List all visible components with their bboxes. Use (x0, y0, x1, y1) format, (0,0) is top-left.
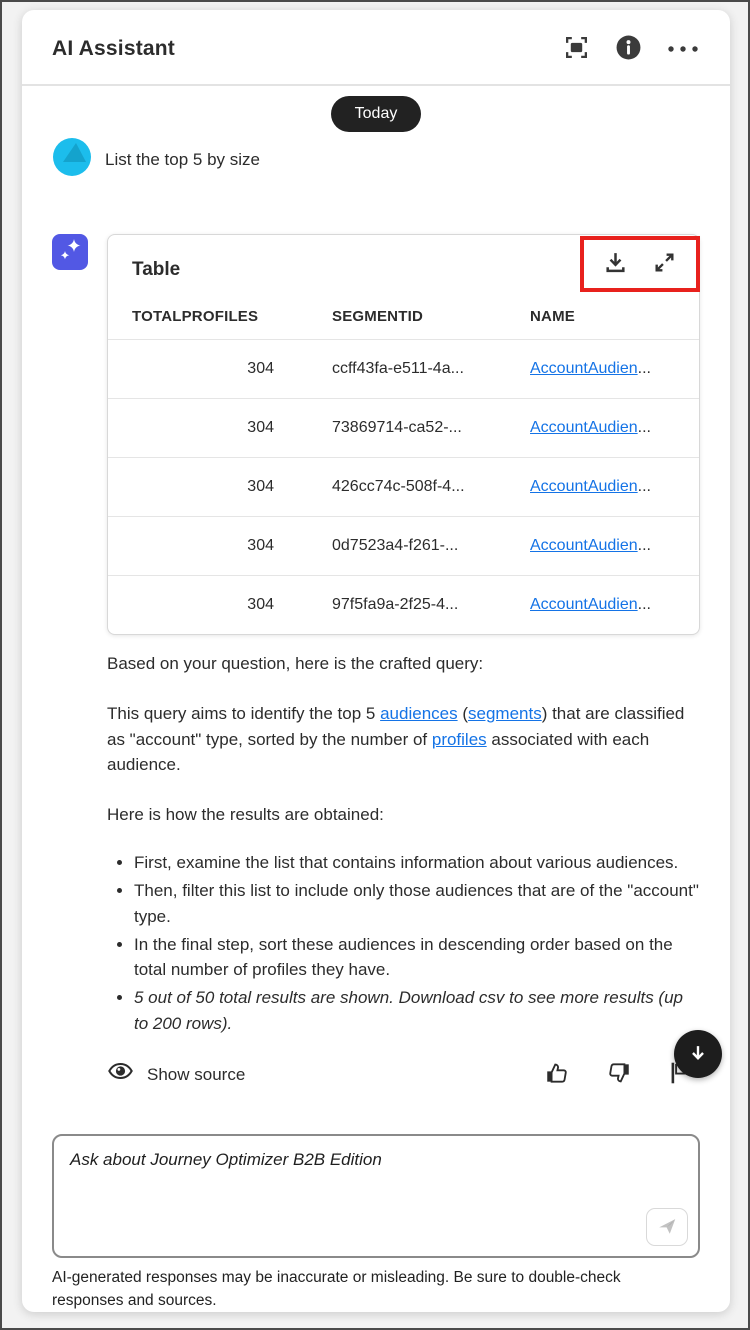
results-heading: Here is how the results are obtained: (107, 805, 384, 825)
download-csv-button[interactable] (603, 250, 628, 278)
cell-totalprofiles: 304 (247, 478, 274, 495)
annotation-highlight-box (580, 236, 700, 292)
send-button[interactable] (646, 1208, 688, 1246)
cell-segmentid: ccff43fa-e511-4a... (332, 360, 464, 377)
show-source-label: Show source (147, 1064, 246, 1084)
cell-name (530, 596, 675, 614)
cell-segmentid: 0d7523a4-f261-... (332, 537, 459, 554)
arrow-down-icon (687, 1042, 709, 1067)
cell-segmentid: 426cc74c-508f-4... (332, 478, 465, 495)
user-avatar (52, 137, 92, 182)
truncation-ellipsis: ... (637, 478, 651, 495)
list-item: • In the final step, sort these audiences in descending order based on the total number of profiles they have. (134, 932, 700, 984)
ai-disclaimer: AI-generated responses may be inaccurate or misleading. Be sure to double-check responses and sources. (52, 1269, 621, 1309)
query-description (107, 701, 700, 778)
fullscreen-button[interactable] (562, 34, 591, 64)
expand-icon (652, 250, 677, 278)
cell-totalprofiles: 304 (247, 360, 274, 377)
query-text: This query aims to identify the top 5 (107, 703, 381, 723)
paper-plane-icon (656, 1215, 678, 1240)
audience-link[interactable]: AccountAudien (530, 360, 638, 377)
response-footer (107, 1059, 700, 1091)
eye-icon (107, 1059, 134, 1091)
truncation-ellipsis: ... (637, 360, 651, 377)
audience-link[interactable]: AccountAudien (530, 537, 638, 554)
fullscreen-icon (562, 34, 591, 64)
thumbs-down-button[interactable] (606, 1060, 632, 1089)
cell-name (530, 360, 675, 378)
audience-link[interactable]: AccountAudien (530, 596, 638, 613)
info-button[interactable] (615, 34, 642, 64)
query-text: associated with each audience. (107, 729, 650, 775)
header-actions (562, 34, 700, 64)
thumbs-up-button[interactable] (544, 1060, 570, 1089)
show-source-button[interactable] (107, 1059, 245, 1091)
table-card-title: Table (132, 259, 181, 280)
column-header-segmentid: SEGMENTID (332, 307, 423, 325)
chat-area (22, 86, 730, 1122)
steps-list (134, 850, 700, 1037)
panel-header (22, 10, 730, 86)
list-item: • First, examine the list that contains information about various audiences. (134, 850, 700, 876)
table-card (107, 234, 700, 635)
audience-link[interactable]: AccountAudien (530, 478, 638, 495)
page-title: AI Assistant (52, 37, 175, 60)
audience-link[interactable]: AccountAudien (530, 419, 638, 436)
sparkles-icon (56, 236, 84, 269)
user-message-text: List the top 5 by size (105, 149, 260, 169)
assistant-response-text (107, 651, 700, 1091)
date-badge: Today (331, 96, 422, 132)
composer (52, 1134, 700, 1258)
segments-link[interactable]: segments (468, 703, 542, 723)
table-row (108, 575, 699, 634)
profiles-link[interactable]: profiles (431, 729, 487, 749)
table-row (108, 339, 699, 398)
assistant-avatar (52, 234, 88, 270)
thumbs-down-icon (606, 1060, 632, 1089)
query-text: ( (457, 703, 468, 723)
info-icon (615, 34, 642, 64)
table-header-row (108, 293, 699, 339)
scroll-to-bottom-button[interactable] (674, 1030, 722, 1078)
ellipsis-icon (666, 42, 700, 57)
more-options-button[interactable] (666, 42, 700, 57)
assistant-message-row (52, 234, 700, 635)
column-header-name: NAME (530, 307, 575, 325)
ai-assistant-panel (22, 10, 730, 1312)
column-header-totalprofiles: TOTALPROFILES (132, 307, 259, 325)
cell-segmentid: 97f5fa9a-2f25-4... (332, 596, 459, 613)
cell-name (530, 478, 675, 496)
query-text: ) that are classified as "account" type, sorted by the number of (107, 703, 685, 749)
truncation-ellipsis: ... (637, 537, 651, 554)
table-row (108, 398, 699, 457)
list-item-results-note: • 5 out of 50 total results are shown. Download csv to see more results (up to 200 rows). (134, 985, 700, 1037)
download-icon (603, 250, 628, 278)
audiences-link[interactable]: audiences (380, 703, 458, 723)
table-row (108, 516, 699, 575)
truncation-ellipsis: ... (637, 596, 651, 613)
truncation-ellipsis: ... (637, 419, 651, 436)
cell-totalprofiles: 304 (247, 537, 274, 554)
cell-totalprofiles: 304 (247, 419, 274, 436)
expand-table-button[interactable] (652, 250, 677, 278)
response-intro: Based on your question, here is the crafted query: (107, 654, 484, 673)
cell-totalprofiles: 304 (247, 596, 274, 613)
cell-name (530, 537, 675, 555)
cell-segmentid: 73869714-ca52-... (332, 419, 462, 436)
thumbs-up-icon (544, 1060, 570, 1089)
list-item: • Then, filter this list to include only those audiences that are of the "account" type. (134, 878, 700, 930)
table-row (108, 457, 699, 516)
chat-input[interactable] (54, 1136, 698, 1256)
user-message-row (52, 137, 700, 182)
cell-name (530, 419, 675, 437)
